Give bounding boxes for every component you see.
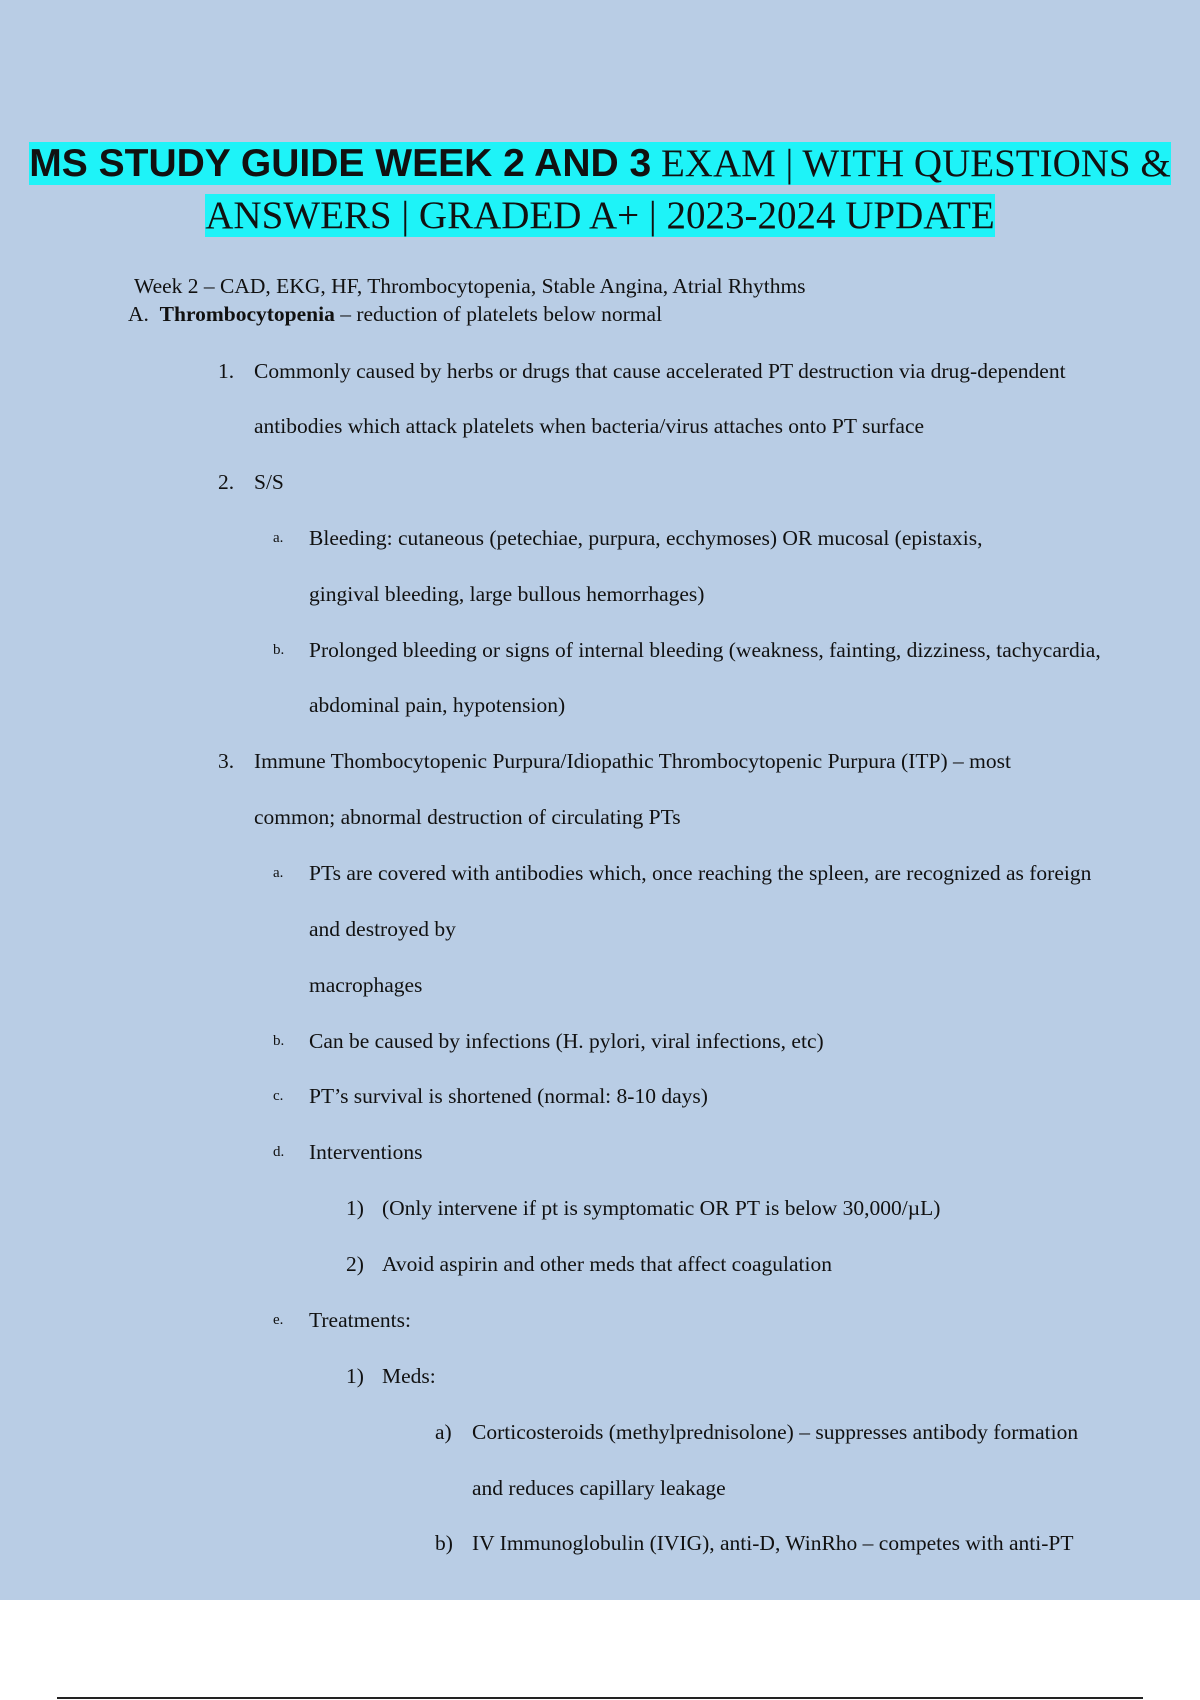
list-item-text: Commonly caused by herbs or drugs that cause accelerated PT destruction via drug-dependent	[254, 359, 1066, 383]
list-item-text: PT’s survival is shortened (normal: 8-10 days)	[309, 1084, 708, 1108]
list-item-text: Can be caused by infections (H. pylori, viral infections, etc)	[309, 1029, 824, 1053]
list-item-text: Corticosteroids (methylprednisolone) – suppresses antibody formation	[472, 1420, 1079, 1444]
list-item-text: and destroyed by	[309, 917, 456, 941]
list-item-text: abdominal pain, hypotension)	[309, 693, 566, 717]
list-marker: b.	[273, 642, 285, 658]
list-item-text: PTs are covered with antibodies which, once reaching the spleen, are recognized as foreign	[309, 861, 1092, 885]
list-marker: 3.	[218, 749, 235, 773]
list-item-text: Bleeding: cutaneous (petechiae, purpura, ecchymoses) OR mucosal (epistaxis,	[309, 526, 983, 550]
title-part2: EXAM | WITH QUESTIONS &	[651, 142, 1171, 185]
list-marker: 2.	[218, 470, 235, 494]
list-marker: 1)	[346, 1364, 364, 1388]
section-a-desc: – reduction of platelets below normal	[334, 302, 663, 326]
list-marker: 1)	[346, 1196, 364, 1220]
list-item-text: (Only intervene if pt is symptomatic OR PT is below 30,000/µL)	[382, 1196, 941, 1220]
section-a-heading	[128, 300, 662, 328]
list-item-text: Meds:	[382, 1364, 436, 1388]
list-marker: a.	[273, 865, 284, 881]
list-item-text: Interventions	[309, 1140, 423, 1164]
list-item-text: Prolonged bleeding or signs of internal bleeding (weakness, fainting, dizziness, tachycardia,	[309, 638, 1101, 662]
list-item-text: and reduces capillary leakage	[472, 1476, 726, 1500]
bottom-divider	[57, 1697, 1143, 1699]
list-item-text: Immune Thombocytopenic Purpura/Idiopathic Thrombocytopenic Purpura (ITP) – most	[254, 749, 1011, 773]
document-title	[0, 138, 1200, 242]
list-marker: a)	[435, 1420, 452, 1444]
list-item-text: S/S	[254, 470, 284, 494]
section-a-marker: A.	[128, 302, 149, 326]
list-item-text: Avoid aspirin and other meds that affect coagulation	[382, 1252, 832, 1276]
list-item-text: IV Immunoglobulin (IVIG), anti-D, WinRho – competes with anti-PT	[472, 1531, 1074, 1555]
section-a-term: Thrombocytopenia	[159, 302, 335, 326]
list-marker: b.	[273, 1033, 285, 1049]
list-marker: e.	[273, 1312, 284, 1328]
list-marker: b)	[435, 1531, 453, 1555]
title-part1: MS STUDY GUIDE WEEK 2 AND 3	[29, 142, 652, 185]
list-item-text: common; abnormal destruction of circulating PTs	[254, 805, 681, 829]
list-item-text: macrophages	[309, 973, 423, 997]
list-marker: a.	[273, 530, 284, 546]
list-marker: 2)	[346, 1252, 364, 1276]
list-marker: c.	[273, 1088, 284, 1104]
title-part3: ANSWERS | GRADED A+ | 2023-2024 UPDATE	[205, 194, 995, 237]
list-marker: d.	[273, 1144, 285, 1160]
week-heading: Week 2 – CAD, EKG, HF, Thrombocytopenia, Stable Angina, Atrial Rhythms	[134, 274, 806, 298]
list-item-text: Treatments:	[309, 1308, 411, 1332]
list-item-text: antibodies which attack platelets when bacteria/virus attaches onto PT surface	[254, 414, 925, 438]
list-marker: 1.	[218, 359, 235, 383]
list-item-text: gingival bleeding, large bullous hemorrhages)	[309, 582, 705, 606]
